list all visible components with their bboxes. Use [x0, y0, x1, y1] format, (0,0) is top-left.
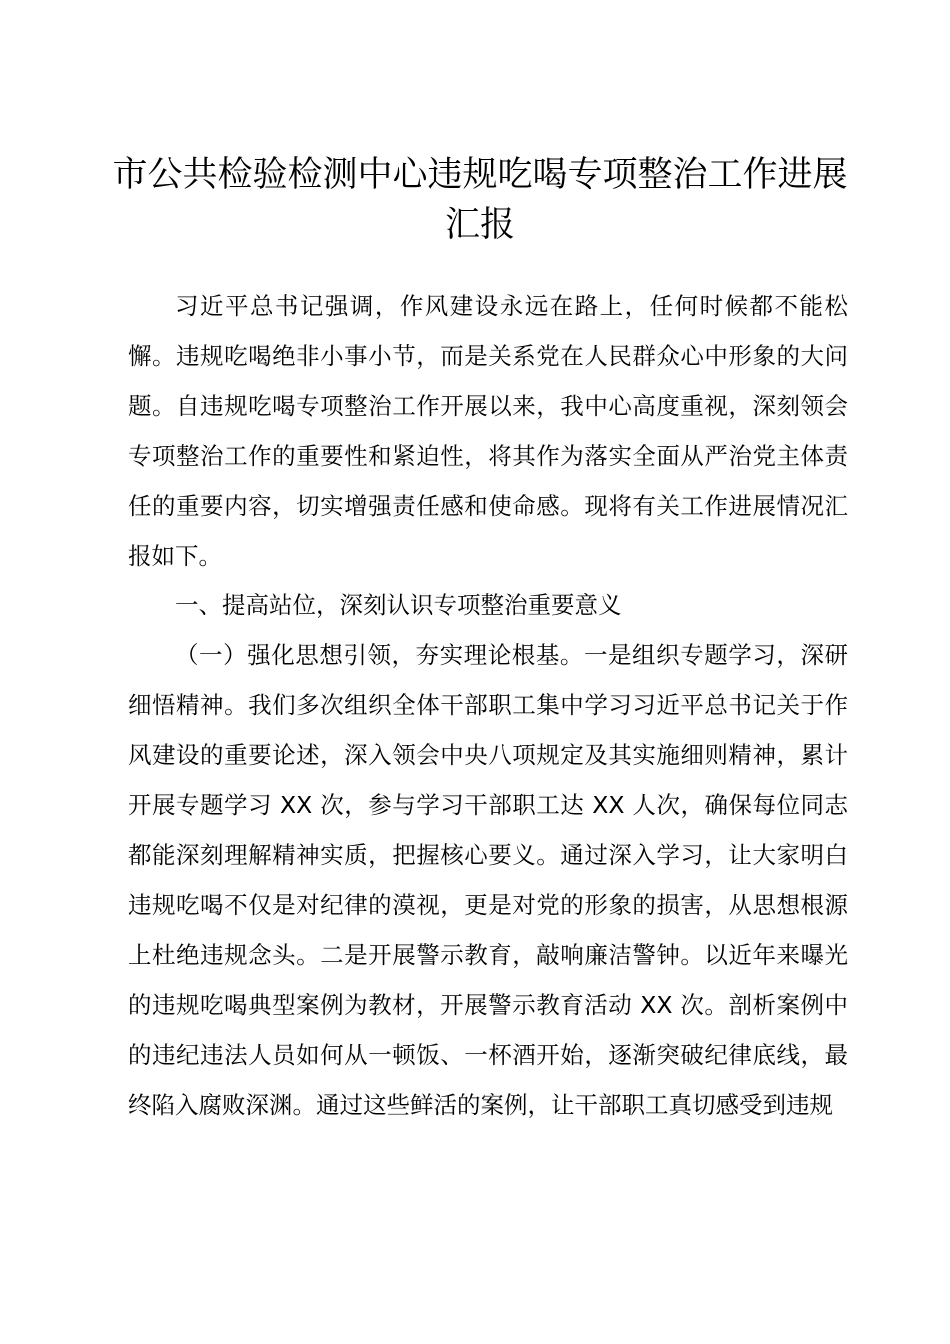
- intro-paragraph: 习近平总书记强调，作风建设永远在路上，任何时候都不能松懈。违规吃喝绝非小事小节，而是关系党在人民群众心中形象的大问题。自违规吃喝专项整治工作开展以来，我中心高度重视，深刻领会专项整治工作的重要性和紧迫性，将其作为落实全面从严治党主体责任的重要内容，切实增强责任感和使命感。现将有关工作进展情况汇报如下。: [128, 292, 848, 570]
- document-title: 市公共检验检测中心违规吃喝专项整治工作进展汇报: [112, 155, 848, 245]
- section-heading: 一、提高站位，深刻认识专项整治重要意义: [175, 591, 622, 620]
- document-body: [128, 282, 848, 1130]
- subsection-paragraph: （一）强化思想引领，夯实理论根基。一是组织专题学习，深研细悟精神。我们多次组织全体干部职工集中学习习近平总书记关于作风建设的重要论述，深入领会中央八项规定及其实施细则精神，累计开展专题学习 XX 次，参与学习干部职工达 XX 人次，确保每位同志都能深刻理解精神实质，把握核心要义。通过深入学习，让大家明白违规吃喝不仅是对纪律的漠视，更是对党的形象的损害，从思想根源上杜绝违规念头。二是开展警示教育，敲响廉洁警钟。以近年来曝光的违规吃喝典型案例为教材，开展警示教育活动 XX 次。剖析案例中的违纪违法人员如何从一顿饭、一杯酒开始，逐渐突破纪律底线，最终陷入腐败深渊。通过这些鲜活的案例，让干部职工真切感受到违规: [128, 641, 848, 1119]
